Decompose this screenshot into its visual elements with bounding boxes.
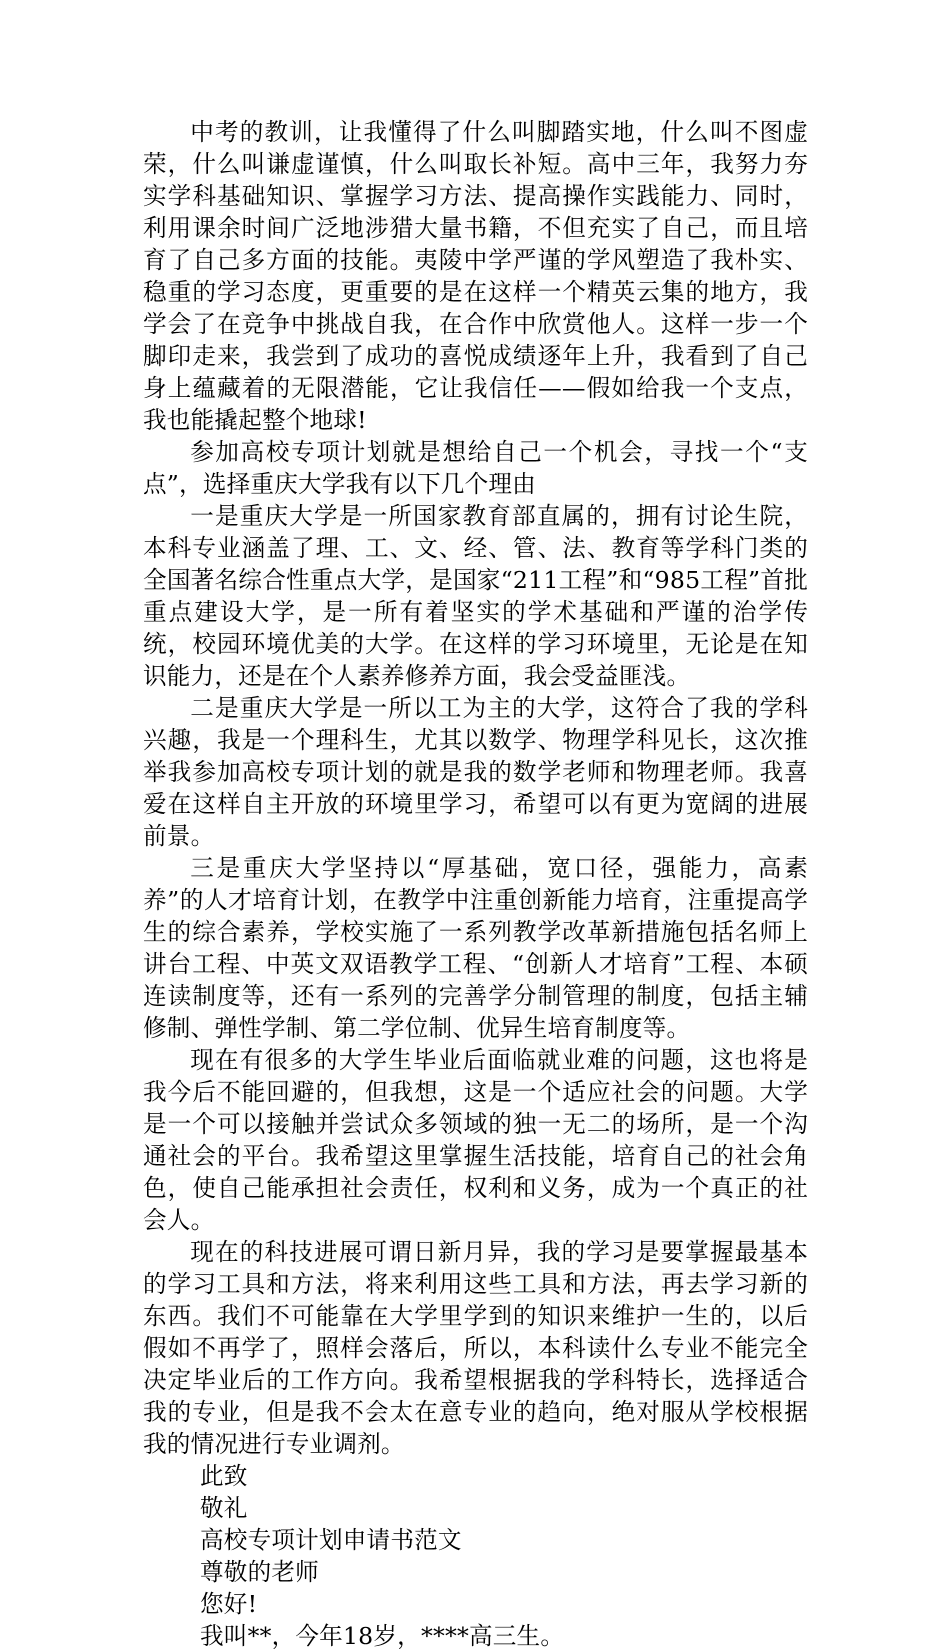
letter-introduction: 我叫**，今年18岁，****高三生。 xyxy=(200,1622,565,1650)
paragraph-reason-one: 一是重庆大学是一所国家教育部直属的，拥有讨论生院，本科专业涵盖了理、工、文、经、管、法、教育等学科门类的全国著名综合性重点大学，是国家“211工程”和“985工程”首批重点建设大学，是一所有着坚实的学术基础和严谨的治学传统，校园环境优美的大学。在这样的学习环境里，无论是在知识能力，还是在个人素养修养方面，我会受益匪浅。 xyxy=(143,502,808,690)
letter-hello: 您好! xyxy=(200,1590,258,1618)
letter-greeting: 尊敬的老师 xyxy=(200,1558,319,1586)
paragraph-motivation: 参加高校专项计划就是想给自己一个机会，寻找一个“支点”，选择重庆大学我有以下几个理由 xyxy=(143,438,808,498)
paragraph-reason-three: 三是重庆大学坚持以“厚基础，宽口径，强能力，高素养”的人才培育计划，在教学中注重创新能力培育，注重提高学生的综合素养，学校实施了一系列教学改革新措施包括名师上讲台工程、中英文双语教学工程、“创新人才培育”工程、本硕连读制度等，还有一系列的完善学分制管理的制度，包括主辅修制、弹性学制、第二学位制、优异生培育制度等。 xyxy=(143,854,808,1042)
paragraph-employment: 现在有很多的大学生毕业后面临就业难的问题，这也将是我今后不能回避的，但我想，这是一个适应社会的问题。大学是一个可以接触并尝试众多领域的独一无二的场所，是一个沟通社会的平台。我希望这里掌握生活技能，培育自己的社会角色，使自己能承担社会责任，权利和义务，成为一个真正的社会人。 xyxy=(143,1046,808,1234)
closing-regards: 敬礼 xyxy=(200,1494,248,1522)
paragraph-learning: 现在的科技进展可谓日新月异，我的学习是要掌握最基本的学习工具和方法，将来利用这些工具和方法，再去学习新的东西。我们不可能靠在大学里学到的知识来维护一生的，以后假如不再学了，照样会落后，所以，本科读什么专业不能完全决定毕业后的工作方向。我希望根据我的学科特长，选择适合我的专业，但是我不会太在意专业的趋向，绝对服从学校根据我的情况进行专业调剂。 xyxy=(143,1238,808,1458)
paragraph-reason-two: 二是重庆大学是一所以工为主的大学，这符合了我的学科兴趣，我是一个理科生，尤其以数学、物理学科见长，这次推举我参加高校专项计划的就是我的数学老师和物理老师。我喜爱在这样自主开放的环境里学习，希望可以有更为宽阔的进展前景。 xyxy=(143,694,808,850)
paragraph-lessons: 中考的教训，让我懂得了什么叫脚踏实地，什么叫不图虚荣，什么叫谦虚谨慎，什么叫取长补短。高中三年，我努力夯实学科基础知识、掌握学习方法、提高操作实践能力、同时，利用课余时间广泛地涉猎大量书籍，不但充实了自己，而且培育了自己多方面的技能。夷陵中学严谨的学风塑造了我朴实、稳重的学习态度，更重要的是在这样一个精英云集的地方，我学会了在竞争中挑战自我，在合作中欣赏他人。这样一步一个脚印走来，我尝到了成功的喜悦成绩逐年上升，我看到了自己身上蕴藏着的无限潜能，它让我信任——假如给我一个支点，我也能撬起整个地球! xyxy=(143,118,808,434)
section-title: 高校专项计划申请书范文 xyxy=(200,1526,462,1554)
closing-salutation: 此致 xyxy=(200,1462,248,1490)
document-body xyxy=(143,116,808,1652)
